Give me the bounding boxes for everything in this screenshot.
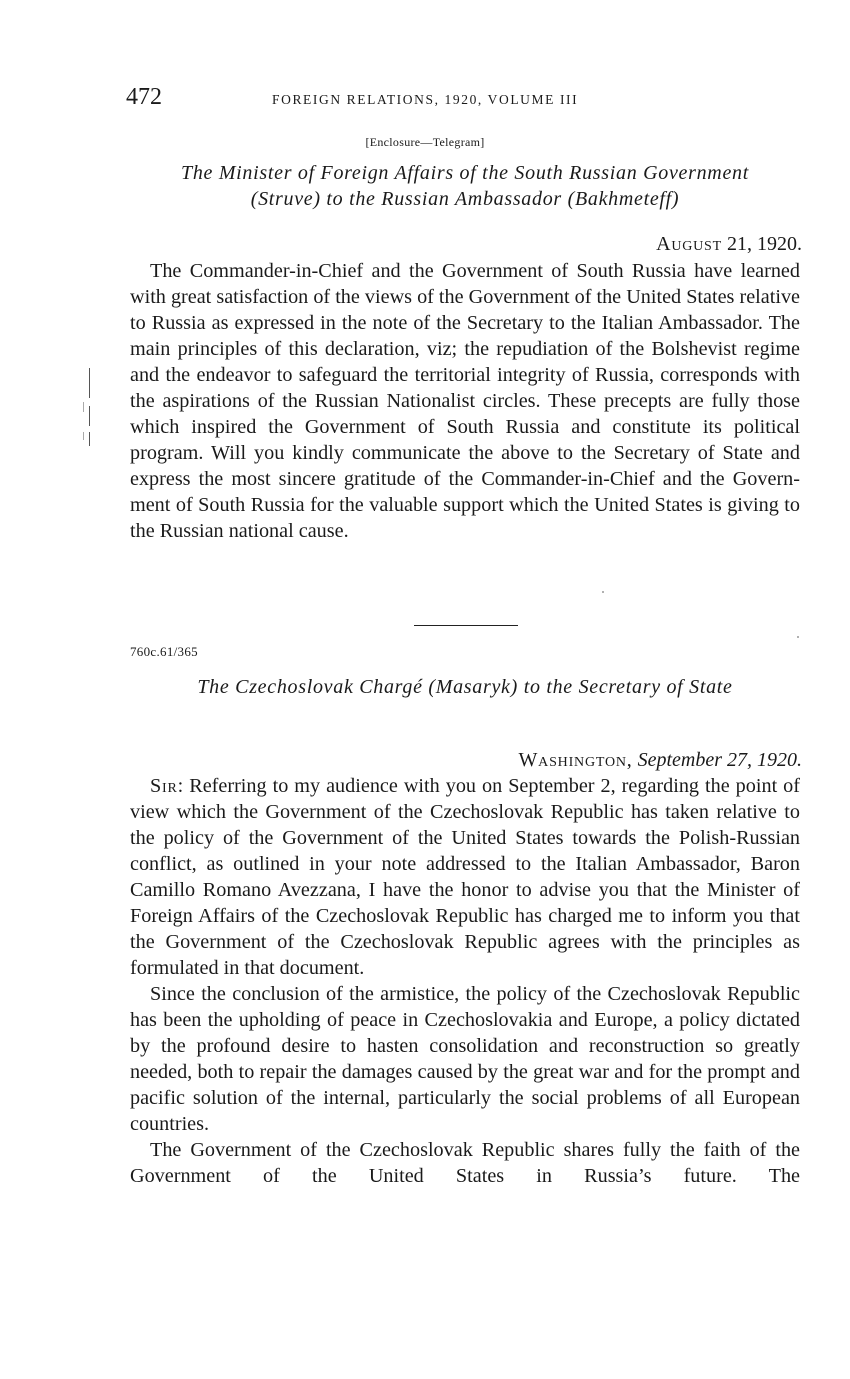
file-number: 760c.61/365 bbox=[130, 644, 198, 659]
letter-paragraph-3: The Government of the Czechoslovak Republic shares fully the faith of the Government of the United States in Russia’s future. The bbox=[130, 1139, 800, 1187]
dateline-struve bbox=[656, 233, 802, 256]
margin-marks bbox=[80, 362, 92, 452]
letter-body bbox=[130, 773, 800, 1189]
enclosure-label: [Enclosure—Telegram] bbox=[365, 135, 485, 149]
heading-line: The Czechoslovak Chargé (Masaryk) to the Secretary of State bbox=[197, 676, 733, 698]
scan-speck bbox=[797, 636, 799, 638]
running-title: FOREIGN RELATIONS, 1920, VOLUME III bbox=[272, 92, 579, 107]
page-number: 472 bbox=[126, 84, 162, 110]
scan-speck bbox=[602, 591, 604, 593]
heading-line-1: The Minister of Foreign Affairs of the South Russian Government bbox=[181, 162, 749, 184]
letter-paragraph-1 bbox=[130, 773, 800, 981]
telegram-body bbox=[130, 258, 800, 544]
heading-line-2: (Struve) to the Russian Ambassador (Bakhmeteff) bbox=[250, 188, 680, 210]
document-heading-masaryk bbox=[126, 674, 804, 700]
document-heading-struve bbox=[126, 160, 804, 212]
running-head bbox=[126, 84, 802, 114]
date-value: September 27, 1920. bbox=[637, 749, 802, 771]
telegram-paragraph: The Commander-in-Chief and the Government of South Russia have learned with great satisfaction of the views of the Government of the United States relative to Russia as expressed in the note of the Secretary to the Italian Ambassador. The main principles of this declaration, viz; the repudiation of the Bolshevist regime and the endeavor to safeguard the territorial integrity of Russia, corresponds with the aspirations of the Russian Nationalist circles. These precepts are fully those which inspired the Government of South Russia and constitute its political program. Will you kindly communicate the above to the Secretary of State and express the most sincere gratitude of the Commander-in-Chief and the Government of South Russia for the valuable support which the United States is giving to the Russian national cause. bbox=[130, 260, 800, 542]
date-month: August bbox=[656, 233, 722, 255]
letter-paragraph-2: Since the conclusion of the armistice, the policy of the Czechoslovak Republic has been the upholding of peace in Czechoslovakia and Europe, a policy dictated by the profound desire to hasten consolidation and reconstruction so greatly needed, both to repair the damages caused by the great war and for the prompt and pacific solution of the internal, particularly the social problems of all European countries. bbox=[130, 983, 800, 1135]
section-separator bbox=[414, 625, 518, 626]
date-place: Washington, bbox=[518, 749, 633, 771]
date-day-year: 21, 1920. bbox=[727, 233, 802, 255]
salutation: Sir bbox=[150, 775, 178, 797]
letter-paragraph-1-text: : Referring to my audience with you on September 2, regarding the point of view which the Government of the Czechoslovak Republic has taken relative to the policy of the Government of the United States towards the Polish-Russian conflict, as outlined in your note addressed to the Italian Ambassador, Baron Camillo Romano Avezzana, I have the honor to advise you that the Minister of Foreign Affairs of the Czechoslovak Republic has charged me to inform you that the Government of the Czechoslovak Republic agrees with the principles as formulated in that document. bbox=[130, 775, 800, 979]
dateline-masaryk bbox=[518, 749, 802, 772]
